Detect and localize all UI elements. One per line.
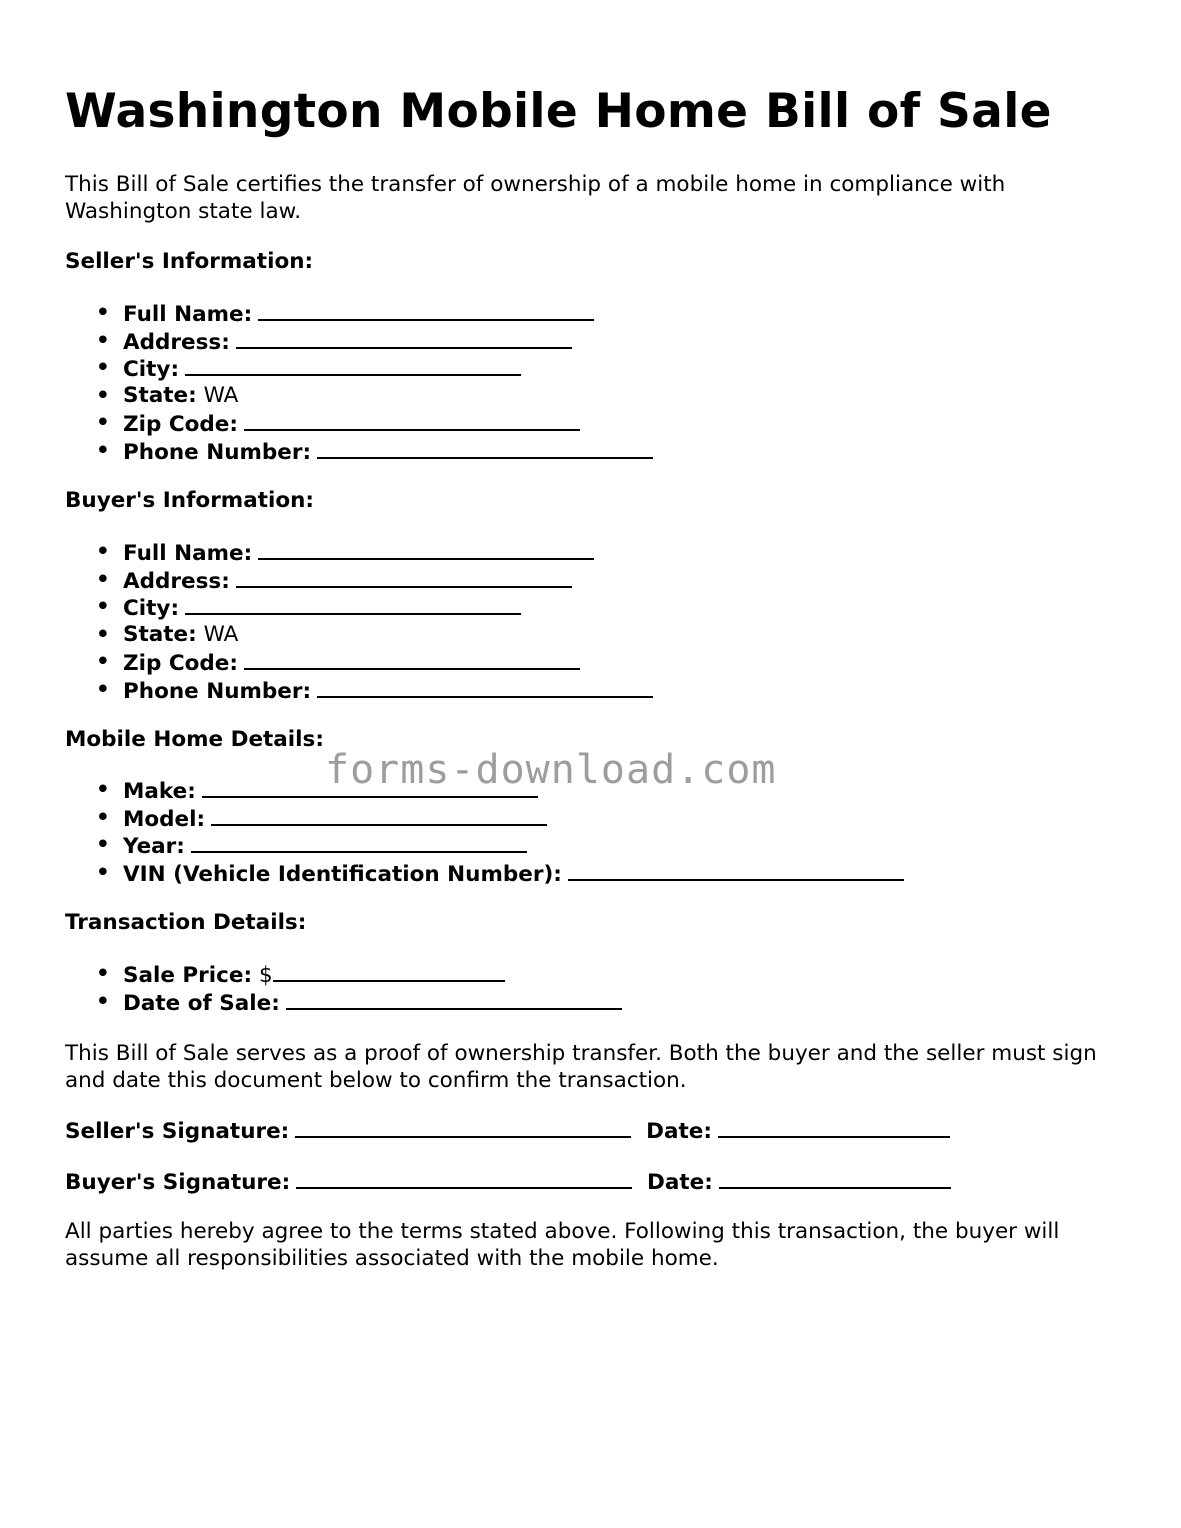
buyer-address-label: Address: xyxy=(123,568,230,594)
watermark-text: forms-download.com xyxy=(325,747,777,793)
buyer-phone-label: Phone Number: xyxy=(123,678,312,704)
seller-heading: Seller's Information: xyxy=(65,249,314,274)
buyer-zip-item: • Zip Code: xyxy=(65,648,653,676)
buyer-date-label: Date: xyxy=(647,1170,713,1195)
seller-field-list xyxy=(65,299,653,464)
seller-address-blank[interactable] xyxy=(236,327,572,349)
seller-full-name-label: Full Name: xyxy=(123,302,253,327)
seller-city-label: City: xyxy=(123,357,180,382)
buyer-state-label: State: xyxy=(123,621,197,647)
home-year-blank[interactable] xyxy=(191,831,527,853)
seller-zip-label: Zip Code: xyxy=(123,412,238,437)
transaction-heading: Transaction Details: xyxy=(65,910,307,935)
seller-city-blank[interactable] xyxy=(185,354,521,376)
buyer-signature-label: Buyer's Signature: xyxy=(65,1170,291,1195)
sale-price-item: • Sale Price: $ xyxy=(65,960,622,988)
home-details-heading: Mobile Home Details: xyxy=(65,727,324,752)
seller-zip-item: • Zip Code: xyxy=(65,409,653,437)
buyer-heading: Buyer's Information: xyxy=(65,488,315,513)
buyer-signature-blank[interactable] xyxy=(296,1167,632,1189)
buyer-zip-blank[interactable] xyxy=(244,648,580,670)
seller-phone-label: Phone Number: xyxy=(123,439,312,465)
buyer-zip-label: Zip Code: xyxy=(123,651,238,676)
proof-paragraph: This Bill of Sale serves as a proof of ownership transfer. Both the buyer and the seller must sign and date this document below to confirm the transaction. xyxy=(65,1041,1097,1093)
buyer-phone-blank[interactable] xyxy=(317,676,653,698)
sale-date-blank[interactable] xyxy=(286,988,622,1010)
home-vin-blank[interactable] xyxy=(568,859,904,881)
seller-state-label: State: xyxy=(123,382,197,408)
seller-zip-blank[interactable] xyxy=(244,409,580,431)
seller-date-label: Date: xyxy=(646,1119,712,1144)
buyer-signature-line xyxy=(65,1167,951,1195)
buyer-phone-item: • Phone Number: xyxy=(65,676,653,704)
seller-phone-item: • Phone Number: xyxy=(65,437,653,465)
home-year-label: Year: xyxy=(123,834,185,859)
document-title: Washington Mobile Home Bill of Sale xyxy=(65,84,1052,139)
intro-paragraph: This Bill of Sale certifies the transfer of ownership of a mobile home in compliance with Washington state law. xyxy=(65,172,1006,224)
buyer-state-value: WA xyxy=(203,621,239,647)
seller-date-blank[interactable] xyxy=(718,1116,950,1138)
buyer-city-blank[interactable] xyxy=(185,593,521,615)
home-year-item: • Year: xyxy=(65,831,904,859)
currency-symbol: $ xyxy=(258,963,273,988)
home-model-item: • Model: xyxy=(65,804,904,832)
buyer-address-item: • Address: xyxy=(65,566,653,594)
seller-city-item: • City: xyxy=(65,354,653,382)
home-model-blank[interactable] xyxy=(211,804,547,826)
buyer-city-item: • City: xyxy=(65,593,653,621)
seller-signature-blank[interactable] xyxy=(295,1116,631,1138)
buyer-full-name-item: • Full Name: xyxy=(65,538,653,566)
seller-address-item: • Address: xyxy=(65,327,653,355)
seller-full-name-item: • Full Name: xyxy=(65,299,653,327)
seller-state-value: WA xyxy=(203,382,239,408)
home-make-label: Make: xyxy=(123,779,196,804)
buyer-date-blank[interactable] xyxy=(719,1167,951,1189)
buyer-state-item: • State: WA xyxy=(96,621,239,647)
buyer-full-name-label: Full Name: xyxy=(123,541,253,566)
buyer-full-name-blank[interactable] xyxy=(258,538,594,560)
home-vin-item: • VIN (Vehicle Identification Number): xyxy=(65,859,904,887)
seller-full-name-blank[interactable] xyxy=(258,299,594,321)
seller-signature-line xyxy=(65,1116,950,1144)
home-vin-label: VIN (Vehicle Identification Number): xyxy=(123,861,562,887)
buyer-address-blank[interactable] xyxy=(236,566,572,588)
sale-date-item: • Date of Sale: xyxy=(65,988,622,1016)
home-model-label: Model: xyxy=(123,806,206,832)
seller-signature-label: Seller's Signature: xyxy=(65,1119,290,1144)
sale-price-label: Sale Price: xyxy=(123,963,253,988)
sale-date-label: Date of Sale: xyxy=(123,990,280,1016)
closing-paragraph: All parties hereby agree to the terms stated above. Following this transaction, the buyer will assume all responsibilities associated with the mobile home. xyxy=(65,1219,1060,1271)
buyer-city-label: City: xyxy=(123,596,180,621)
home-make-item: • Make: xyxy=(65,776,904,804)
transaction-field-list xyxy=(65,960,622,1015)
seller-state-item: • State: WA xyxy=(96,382,239,408)
seller-address-label: Address: xyxy=(123,329,230,355)
buyer-field-list xyxy=(65,538,653,703)
sale-price-blank[interactable] xyxy=(273,960,505,982)
seller-phone-blank[interactable] xyxy=(317,437,653,459)
